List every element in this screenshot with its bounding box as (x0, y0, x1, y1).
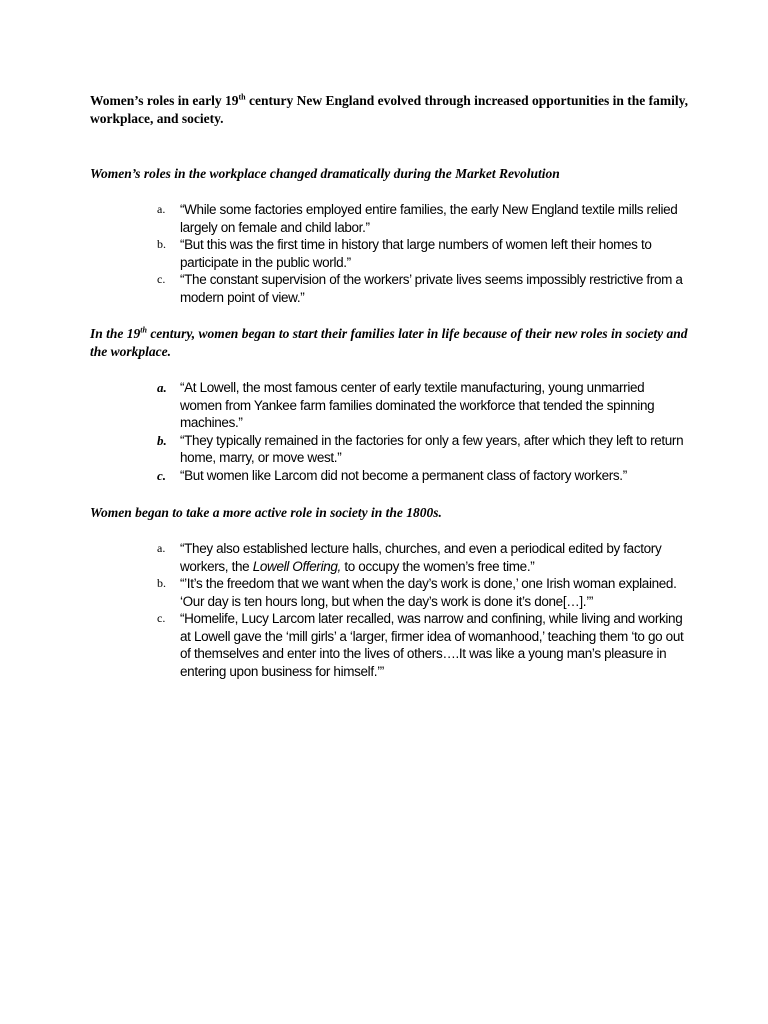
thesis-statement (90, 92, 690, 128)
section-heading-workplace: Women’s roles in the workplace changed dramatically during the Market Revolution (90, 166, 560, 181)
list-marker: b. (157, 237, 166, 251)
quote-text: “At Lowell, the most famous center of early textile manufacturing, young unmarried women from Yankee farm families dominated the workforce that tended the spinning machines.” (180, 380, 655, 430)
quote-text: “While some factories employed entire families, the early New England textile mills relied largely on female and child labor.” (180, 202, 678, 235)
list-item (157, 432, 687, 467)
quote-text: “’It’s the freedom that we want when the day’s work is done,’ one Irish woman explained. ‘Our day is ten hours long, but when the day’s work is done it’s done[…].’” (180, 576, 677, 609)
evidence-list-society (157, 540, 687, 680)
list-marker: a. (157, 380, 167, 395)
quote-text: “The constant supervision of the workers’ private lives seems impossibly restrictive from a modern point of view.” (180, 272, 683, 305)
list-item (157, 201, 687, 236)
quote-text: “Homelife, Lucy Larcom later recalled, was narrow and confining, while living and working at Lowell gave the ‘mill girls’ a ‘larger, firmer idea of womanhood,’ teaching them ‘to go out of themselves and enter into the lives of others….It was like a young man’s pleasure in entering upon business for himself.’” (180, 611, 684, 679)
list-item (157, 236, 687, 271)
list-marker: c. (157, 272, 166, 286)
list-marker: c. (157, 611, 166, 625)
section-heading-family (90, 325, 700, 361)
list-item (157, 379, 687, 432)
list-marker: b. (157, 432, 167, 448)
list-item (157, 575, 687, 610)
heading-text-part2: century, women began to start their families later in life because of their new roles in society and the workplace. (90, 326, 688, 359)
list-marker: c. (157, 467, 167, 483)
quote-text: “They typically remained in the factories for only a few years, after which they left to return home, marry, or move west.” (180, 432, 684, 465)
quote-text-after: to occupy the women’s free time.” (340, 558, 535, 574)
thesis-superscript: th (238, 92, 246, 102)
list-item (157, 271, 687, 306)
list-item (157, 610, 687, 680)
list-item (157, 467, 687, 485)
heading-superscript: th (140, 325, 147, 335)
list-marker: a. (157, 541, 166, 555)
section-heading-society: Women began to take a more active role in society in the 1800s. (90, 505, 442, 520)
periodical-title: Lowell Offering, (252, 558, 341, 574)
list-marker: a. (157, 202, 166, 216)
quote-text: “But women like Larcom did not become a permanent class of factory workers.” (180, 467, 627, 483)
list-marker: b. (157, 576, 166, 590)
thesis-text-part1: Women’s roles in early 19 (90, 93, 239, 108)
heading-text-part1: In the 19 (90, 326, 141, 341)
quote-text: “But this was the first time in history that large numbers of women left their homes to participate in the public world.” (180, 237, 652, 270)
list-item (157, 540, 687, 575)
evidence-list-workplace (157, 201, 687, 306)
evidence-list-family (157, 379, 687, 484)
quote-text-before: “They also established lecture halls, churches, and even a periodical edited by factory workers, the (180, 541, 662, 574)
thesis-text-part2: century New England evolved through increased opportunities in the family, workplace, and society. (90, 93, 689, 126)
